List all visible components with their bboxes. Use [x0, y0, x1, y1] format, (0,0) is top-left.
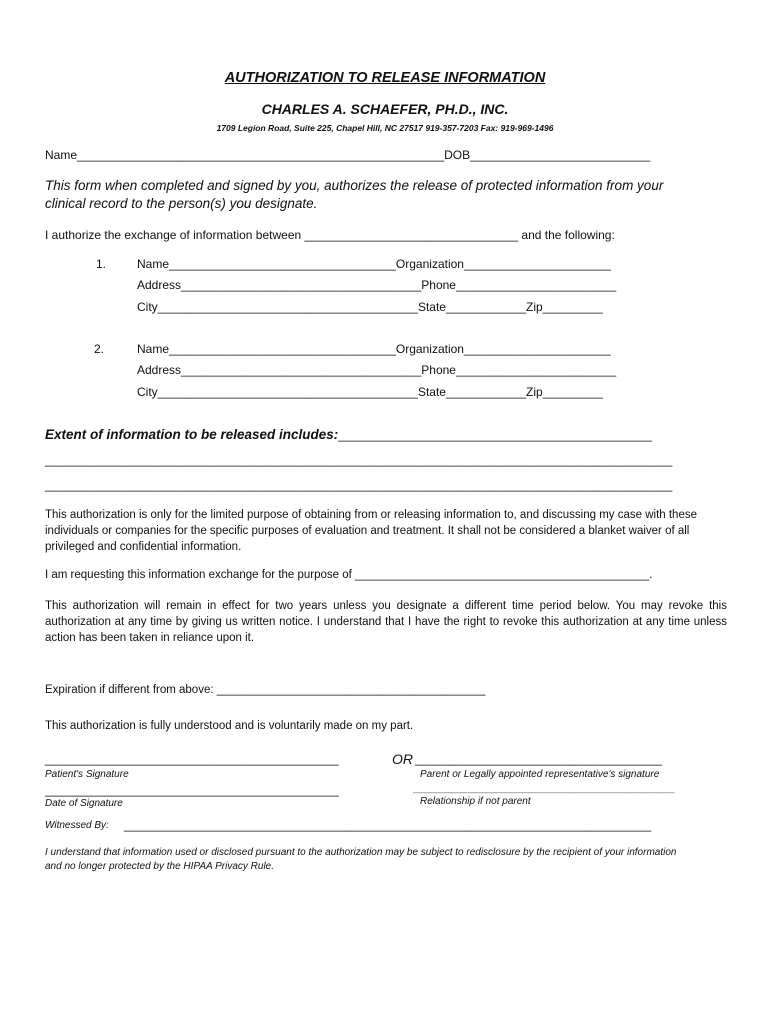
form-title: AUTHORIZATION TO RELEASE INFORMATION	[224, 70, 546, 86]
relationship-label: Relationship if not parent	[420, 796, 531, 807]
rep-signature-line[interactable]: _____________________________________	[415, 752, 662, 766]
recipient-2-name-org-line[interactable]: Name__________________________________Organization______________________	[137, 342, 611, 356]
or-label: OR	[392, 751, 413, 767]
date-signature-line[interactable]: ____________________________________________	[45, 783, 339, 797]
hipaa-note: I understand that information used or disclosed pursuant to the authorization may be subject to redisclosure by the recipient of your information and no longer protected by the HIPAA Privacy Rule.	[45, 847, 677, 872]
extent-label-line[interactable]	[45, 427, 652, 442]
recipient-2-address-phone-line[interactable]: Address____________________________________Phone________________________	[137, 363, 617, 377]
date-signature-label: Date of Signature	[45, 798, 123, 809]
patient-name-dob-line[interactable]: Name_______________________________________________________DOB___________________________	[45, 148, 651, 162]
witnessed-by-label: Witnessed By:	[45, 820, 109, 831]
extent-label: Extent of information to be released includes:	[45, 427, 339, 442]
extent-blank-3[interactable]: ______________________________________________________________________________________________	[45, 478, 673, 492]
effect-text: This authorization will remain in effect for two years unless you designate a different time period below. You may revoke this authorization at any time by giving us written notice. I understand that I have the right to revoke this authorization at any time unless action has been taken in reliance upon it.	[45, 600, 727, 644]
recipient-2-city-state-zip-line[interactable]: City_______________________________________State____________Zip_________	[137, 385, 603, 399]
relationship-line[interactable]: _______________________________________________	[413, 783, 675, 794]
extent-blank-2[interactable]: ______________________________________________________________________________________________	[45, 453, 673, 467]
recipient-1-number: 1.	[96, 257, 107, 271]
witness-line[interactable]: _______________________________________________________________________________	[124, 818, 652, 832]
expiration-line[interactable]: Expiration if different from above: __________________________________________	[45, 684, 486, 696]
exchange-line[interactable]: I authorize the exchange of information between ________________________________ and the following:	[45, 228, 615, 242]
limited-purpose-text: This authorization is only for the limited purpose of obtaining from or releasing information to, and discussing my case with these individuals or companies for the specific purposes of evaluation and treatment. It shall not be considered a blanket waiver of all privileged and confidential information.	[45, 509, 697, 553]
recipient-1-city-state-zip-line[interactable]: City_______________________________________State____________Zip_________	[137, 300, 603, 314]
recipient-1-name-org-line[interactable]: Name__________________________________Organization______________________	[137, 257, 611, 271]
recipient-1-address-phone-line[interactable]: Address____________________________________Phone________________________	[137, 278, 617, 292]
purpose-line[interactable]: I am requesting this information exchange for the purpose of ______________________________________________.	[45, 569, 653, 581]
company-address: 1709 Legion Road, Suite 225, Chapel Hill, NC 27517 919-357-7203 Fax: 919-969-1496	[216, 123, 554, 133]
intro-text: This form when completed and signed by you, authorizes the release of protected information from your clinical record to the person(s) you designate.	[45, 178, 664, 211]
patient-signature-line[interactable]: ____________________________________________	[45, 752, 339, 766]
understood-text: This authorization is fully understood and is voluntarily made on my part.	[45, 720, 414, 732]
extent-blank-1[interactable]: _______________________________________________	[338, 428, 652, 442]
rep-signature-label: Parent or Legally appointed representative's signature	[420, 769, 660, 780]
recipient-2-number: 2.	[94, 342, 105, 356]
company-name: CHARLES A. SCHAEFER, PH.D., INC.	[261, 101, 509, 117]
patient-signature-label: Patient's Signature	[45, 769, 129, 780]
